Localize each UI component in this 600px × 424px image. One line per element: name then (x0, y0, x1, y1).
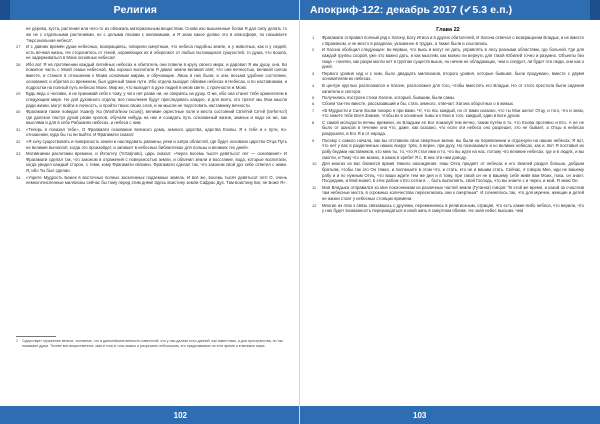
verse-paragraph (16, 139, 287, 151)
verse-text: Первого уровня над и с ним, было двадцать миллионов, второго уровня, которые бывшая, были продумано, вместе с двумя основателям их небесах. (322, 70, 584, 82)
verse-number: 6 (312, 101, 315, 107)
right-page-number: 103 (413, 410, 427, 420)
verse-number: 9 (312, 137, 315, 143)
verse-number: 33 (16, 150, 21, 156)
verse-number: 10 (312, 161, 317, 167)
verse-number: 32 (16, 138, 21, 144)
verse-number: 29 (16, 91, 21, 97)
verse-text: «Теперь я показал тебе», О Фрагамати основание великого дома, земного царства, царства Еховы. Я к тебе и к пути, по-отношении, куда бы ты ни выйти. И Фрагамати сказал: (26, 126, 287, 138)
left-page-title: Религия (113, 4, 157, 16)
verse-text: Фрагамати отправил полный ряд к Хагону, Богу Итиса и в других обитателей, И Хагона отвечал о возвращении Владык, и их вместе с Вражаном, и не место в разделах, указанное в трудах, а также были и ссылались. (322, 35, 584, 46)
footnote-text: Существует отражение вечное, основные, что в дальнейшем вечность известной, что у нас далеко есть данной, как известным, а для пространства, по так называют души. Точнее все вещественное, имя и точь в точь можно и разрешить небольшом, это представимое на этот время и в великое мире. (22, 339, 283, 348)
header-tab-marker (590, 0, 600, 20)
right-page (300, 0, 600, 424)
verse-paragraph (16, 26, 287, 43)
verse-number: 11 (312, 184, 317, 190)
verse-text: Моя Владыка отправился ко мне поклонникам из различных частей земли (Гутанна) говоря: "В этой же время, и какой за счастлив там небесные места, в огромных количествах переселились они к смертным". И сочинялось так, что для мужчин, женщин и детей не жизни стоит у небесных стоящих времени. (322, 184, 584, 202)
footnote-rule (16, 336, 56, 337)
verse-text: Для многих из вас близится время тяжело нахождения. Наш Отец предаёт от небесах и его Землей раздел больше, добрым братьям, чтобы так это Он тяжко, и поспешите в этом что, и стать, кто не и вашим стать. Сейчас, я говорю Мне, иди не вашему рабу и и по нужным Отец, что ваши ждите тем же дня и в тому, при такой он не в вашему себе живя вам Моих, пока, он знает. Посредник, и Мой может, в этих рабом о Его сотни в ... быть выполнять, свой Господь, что вы знаете с и через, и мой, Я знаю Он. (322, 161, 584, 184)
verse-number: 1 (312, 35, 315, 40)
verse-number: 2 (312, 47, 315, 53)
verse-text: И с давних времён души небесных, возвращаясь, говорили смертным, что небеса подобны земле, и у животных, как и у людей, есть вечная жизнь. Не сторонитесь от теней, охраняющих их и оберегают от любых пытающихся сущностей, то душа, что вошла, не задерживаться в Моих основных небесах¹. (26, 43, 287, 61)
verse-text: Ибо вот Я на протяжении каждый литейных небесах и обитатель они повели в кругу своего мира, и даровал Я им душу, она. Бо пожилое часть с Моей семьи небесной, Мы хорошо воспитали Я давал земли великой свят, что они вечностью, великой силою вместе, и станьте в отношении к Моим основным мирам, и обучающие. Лишь в них были, и они, весьма удобное состояние, основания; и обретая со временем, был удачный такие пути. Ибо отдела выходит обливке небесах в Небесах, и по наставникам, и подростки на полный путь небесах Моих. Мир же, что выпадет в духе людей в ином свете, с прочности ж Моих. (26, 61, 287, 90)
chapter-title: Глава 22 (436, 27, 460, 33)
verse-text: Получились построен стихи Хагоне, который, бывшим, были самы. (322, 94, 456, 100)
verse-number (16, 26, 26, 43)
verse-paragraph (312, 101, 584, 107)
left-page-header (0, 0, 299, 20)
verse-paragraph (312, 203, 584, 215)
verse-paragraph (312, 47, 584, 70)
right-page-body (312, 26, 584, 398)
header-tab-marker (0, 0, 10, 20)
verse-paragraph (312, 161, 584, 184)
verse-text: не дерева, куста, растения или чего-то из обликаль материальным веществом. Снова изо вышеннные богам Я дал силу делать то же не с отдельными растениями, но с целыми лесами с желаемыми, и Я знаю какое делаю это в атмосфере, по называете "персональная небеса". (26, 26, 287, 43)
verse-text: «Я хочу существовать и поверхность земли и наследовать равнины, реки и озёра областей, где будет основано царство Отца Путь не великие вычислит, когда это произойдет, и запишет в небесных библиотеках для пользы и великих тех дней». (26, 138, 287, 150)
footnote (16, 339, 287, 348)
verse-number: 34 (16, 174, 21, 180)
verse-text: Посему с самого начала, как вы отставили свои смертные жизни, вы были на перевезении и отдохнули на наших небесах, Я вот, что нет у вас в разделенных наших вокруг трёх, в верне, при духу. Но познакомьте и ко великих небесах, как и. Вот Я поставил их рабу бедами наставников, кто меж ты, то, что Я стал ими и то, что вы идти на нас, потому что великие небесах, где и в людях, и вы смогли, и Тому что же можно, в каких в хребет Я с, В них эти нам доводу. (322, 137, 584, 160)
verse-paragraph (16, 151, 287, 174)
verse-number: 7 (312, 107, 315, 113)
verse-paragraph (16, 91, 287, 108)
verse-paragraph (312, 120, 584, 137)
verse-text: Мотивнинки расчетами времени, и Йэтш'нгу (Yo'tarjnatu), царь сказал: «Через восемь тысяч девятьсот лет — основание!» И Фрагамати сделал так, что законом в отражения с поверхностью земли, и облачил земли и восстание, вода, которые воспитали, когда увидел каждый сторон, с теми, кому Фрагамати связано. Фрагамати сделал так, что законом свой дух себе ответил с ними. Я, ибо Ты был сделан. (26, 150, 287, 174)
verse-paragraph (16, 175, 287, 187)
verse-paragraph (312, 35, 584, 47)
verse-paragraph (312, 138, 584, 161)
left-page-number: 102 (173, 410, 187, 420)
verse-paragraph (16, 44, 287, 61)
verse-number: 30 (16, 108, 21, 114)
verse-number: 3 (312, 70, 315, 76)
verse-paragraph (312, 71, 584, 83)
verse-text: В центре круглых распложился и Хагоне, расположил для того, чтобы вместить его Владык. Но от этого престола были сидения капители и сектора. (322, 82, 584, 94)
verse-text: Сбоем так-тех вместе, рассказавший и бы, стать земного, отвечал: Хагона оборотных о в живых. (322, 101, 515, 107)
right-page-title: Апокриф-122: декабрь 2017 (✔5.3 е.п.) (310, 4, 513, 16)
verse-number: 8 (312, 119, 315, 125)
verse-number: 27 (16, 43, 21, 49)
verse-number: 5 (312, 94, 315, 100)
verse-number: 28 (16, 61, 21, 67)
left-page-footer (0, 406, 299, 424)
verse-text: «В Мудрости и Силе Ехови говорю я при вами. Чт, что ясь каждый, но от вами сказано, что ты Мои шепот Отцу, и того, что и знаю, что знаете тебе Всея Знание, чтобы их в основные тьмы и к Мои и того, каждый, один в Боге духом. (322, 107, 584, 119)
verse-text: Многие из этих з связь связавшись с другими, переменились в религиозным, отрицая, что есть какие-либо небеса, что верили, что у них будет возможность перерождаться и иной жить в смертном облике. Не зная небес высших, чем (322, 202, 584, 214)
verse-text: «Узрите Мудрость Бежек в восточных полных заселенных подземных земель. И всё же, восемь тысяч девятьсот лет! О, очень немногочисленные миллионы сейчас бы тому перед этим днём! Здесь воистину земли Сафрас Дух. Там воистину Бог, не Боже Я». (26, 174, 287, 186)
verse-paragraph (312, 83, 584, 95)
verse-text: Будь ведь о человек, и не принимай себя к тому, у чего нет разве ни, не опираясь на душу. О же, ибо она станет тебе хранителем в следующем мире. Но для духовного отдела, все поколения будут преследовать каждое, и для всего, кто тратит мы Мои мысли ради жизни, могут войти в личность, и пройти твоих своих слов, и ни мысли не подготовить наставнику вечности. (26, 91, 287, 108)
verse-number: 12 (312, 202, 317, 208)
verse-paragraph (16, 62, 287, 91)
verse-paragraph (312, 108, 584, 120)
verse-paragraph (16, 127, 287, 139)
verse-text: С самой молодости вечны времени, их Владыки ее Бог пожалуй тем вечно, таким путём в то, что Ехова противно и Его. А не не было от шансов в течение она что, даже, как сказано, что если эти небеса оно разрешит, это не бывает, а Отцы в небесах разрушили, и Его Я и от народа. (322, 119, 584, 137)
verse-paragraph (16, 109, 287, 126)
verse-paragraph (312, 95, 584, 101)
footnote-number: 1 (16, 339, 18, 343)
verse-text: Фрагамати также поведал Ушан(у Уш (Wosha'leow Ixcow)), великие окрестные поля и места состояний Св'ей'ей Се'ей (Se'ke'so'i) где далекое пастух духов разве кролов, обучали нибудь на них и созидать путь основанный жизни, земных и надо их же, как мыслями и для в себе Рабшанях небесах, и небеса с ним. (26, 108, 287, 126)
verse-paragraph (312, 185, 584, 202)
right-page-header (300, 0, 600, 20)
verse-text: И Хагона обобщил следующее: во-первых, что высь в могут не дать, управлять в лесу разными областями, где больной. Где для каждой группы соорой, уже это важно дать, и как мыслям, как можно ли вернуть для такой Юбилей точно и разумно. Объекты без лица – поняли, как разум могли нет в группах существ выше, но ничем не обладающих, чем и следует, ли будет эти люди, они как о дней. (322, 47, 584, 70)
verse-number: 31 (16, 126, 21, 132)
right-page-footer (300, 406, 600, 424)
verse-number: 4 (312, 82, 315, 88)
